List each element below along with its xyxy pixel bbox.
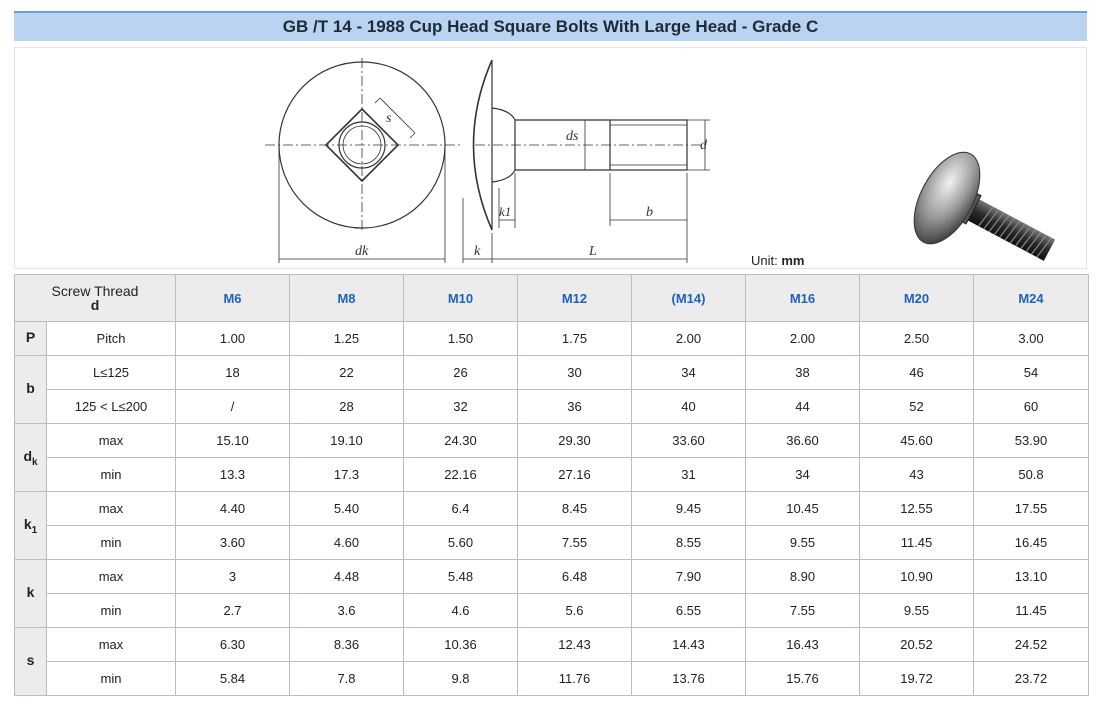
label-dk: dk (355, 244, 369, 259)
unit-value: mm (781, 253, 805, 268)
table-cell: 10.45 (746, 492, 860, 526)
table-cell: 28 (290, 390, 404, 424)
table-cell: 23.72 (974, 662, 1089, 696)
table-cell: 12.55 (860, 492, 974, 526)
table-cell: 9.8 (404, 662, 518, 696)
table-row (15, 628, 1089, 662)
table-cell: 2.00 (746, 322, 860, 356)
page-title: GB /T 14 - 1988 Cup Head Square Bolts With Large Head - Grade C (14, 11, 1087, 41)
table-cell: 6.55 (632, 594, 746, 628)
table-cell: 9.45 (632, 492, 746, 526)
label-L: L (589, 244, 597, 259)
table-cell: 16.45 (974, 526, 1089, 560)
specification-table (14, 274, 1089, 696)
row-symbol (15, 424, 47, 492)
table-cell: 19.72 (860, 662, 974, 696)
size-header: M10 (404, 275, 518, 322)
table-cell: 13.10 (974, 560, 1089, 594)
table-cell: 18 (176, 356, 290, 390)
row-label: max (47, 628, 176, 662)
table-cell: 11.45 (974, 594, 1089, 628)
table-row (15, 526, 1089, 560)
table-cell: 34 (746, 458, 860, 492)
table-cell: 33.60 (632, 424, 746, 458)
table-row (15, 492, 1089, 526)
table-cell: 6.4 (404, 492, 518, 526)
table-cell: 13.76 (632, 662, 746, 696)
table-cell: 5.84 (176, 662, 290, 696)
label-k1: k1 (499, 204, 512, 219)
front-view (265, 58, 460, 263)
table-cell: 54 (974, 356, 1089, 390)
row-symbol (15, 322, 47, 356)
table-cell: 40 (632, 390, 746, 424)
table-cell: 4.40 (176, 492, 290, 526)
label-s: s (386, 111, 392, 126)
row-symbol (15, 628, 47, 696)
row-label: max (47, 492, 176, 526)
table-cell: 14.43 (632, 628, 746, 662)
table-cell: 6.48 (518, 560, 632, 594)
table-body (15, 322, 1089, 696)
table-cell: 10.90 (860, 560, 974, 594)
table-cell: 60 (974, 390, 1089, 424)
table-cell: 15.76 (746, 662, 860, 696)
size-header: (M14) (632, 275, 746, 322)
table-cell: 5.6 (518, 594, 632, 628)
table-cell: 6.30 (176, 628, 290, 662)
table-cell: 17.3 (290, 458, 404, 492)
row-symbol-main: k (26, 583, 35, 600)
table-cell: 8.36 (290, 628, 404, 662)
table-row (15, 662, 1089, 696)
size-header: M20 (860, 275, 974, 322)
table-cell: 11.76 (518, 662, 632, 696)
size-header: M6 (176, 275, 290, 322)
table-cell: 36.60 (746, 424, 860, 458)
table-cell: 8.45 (518, 492, 632, 526)
table-cell: 7.90 (632, 560, 746, 594)
table-cell: 11.45 (860, 526, 974, 560)
table-cell: 31 (632, 458, 746, 492)
unit-label (751, 253, 804, 268)
header-symbol: d (90, 297, 100, 313)
table-cell: 26 (404, 356, 518, 390)
row-label: max (47, 560, 176, 594)
row-label: min (47, 458, 176, 492)
bolt-technical-drawing (15, 48, 1088, 270)
table-cell: 20.52 (860, 628, 974, 662)
size-header: M12 (518, 275, 632, 322)
label-k: k (474, 244, 481, 259)
table-cell: 1.75 (518, 322, 632, 356)
table-cell: 8.55 (632, 526, 746, 560)
table-cell: 45.60 (860, 424, 974, 458)
size-header: M24 (974, 275, 1089, 322)
table-cell: 7.55 (746, 594, 860, 628)
table-cell: 4.48 (290, 560, 404, 594)
technical-drawing-panel (14, 47, 1087, 269)
table-cell: 7.8 (290, 662, 404, 696)
table-cell: 3.60 (176, 526, 290, 560)
table-cell: 34 (632, 356, 746, 390)
table-cell: 3.00 (974, 322, 1089, 356)
table-row (15, 458, 1089, 492)
table-cell: 50.8 (974, 458, 1089, 492)
table-row (15, 560, 1089, 594)
table-cell: 29.30 (518, 424, 632, 458)
row-label: max (47, 424, 176, 458)
table-cell: 15.10 (176, 424, 290, 458)
row-symbol-main: P (25, 328, 36, 345)
row-symbol-main: d (23, 447, 32, 464)
table-cell: 10.36 (404, 628, 518, 662)
table-cell: 24.52 (974, 628, 1089, 662)
table-cell: 3.6 (290, 594, 404, 628)
table-cell: / (176, 390, 290, 424)
row-symbol-main: k (23, 515, 32, 532)
table-cell: 2.00 (632, 322, 746, 356)
header-screw-thread (15, 275, 176, 322)
row-label: min (47, 526, 176, 560)
table-cell: 9.55 (860, 594, 974, 628)
table-cell: 43 (860, 458, 974, 492)
table-cell: 3 (176, 560, 290, 594)
label-b: b (646, 205, 653, 220)
table-cell: 16.43 (746, 628, 860, 662)
table-row (15, 594, 1089, 628)
row-label: min (47, 594, 176, 628)
table-cell: 30 (518, 356, 632, 390)
row-label: 125 < L≤200 (47, 390, 176, 424)
table-cell: 24.30 (404, 424, 518, 458)
table-cell: 5.40 (290, 492, 404, 526)
table-cell: 44 (746, 390, 860, 424)
row-symbol-subscript: k (32, 456, 38, 468)
table-cell: 2.7 (176, 594, 290, 628)
table-cell: 22.16 (404, 458, 518, 492)
table-cell: 32 (404, 390, 518, 424)
row-symbol-subscript: 1 (31, 524, 38, 536)
table-cell: 8.90 (746, 560, 860, 594)
table-cell: 27.16 (518, 458, 632, 492)
table-row (15, 390, 1089, 424)
row-symbol (15, 356, 47, 424)
table-cell: 53.90 (974, 424, 1089, 458)
table-cell: 1.50 (404, 322, 518, 356)
row-symbol-main: s (26, 651, 35, 668)
row-label: Pitch (47, 322, 176, 356)
size-header: M16 (746, 275, 860, 322)
table-cell: 4.60 (290, 526, 404, 560)
table-cell: 9.55 (746, 526, 860, 560)
table-cell: 12.43 (518, 628, 632, 662)
table-cell: 46 (860, 356, 974, 390)
table-row (15, 322, 1089, 356)
label-d: d (700, 138, 707, 153)
bolt-photo-illustration (901, 142, 1057, 265)
row-label: L≤125 (47, 356, 176, 390)
table-row (15, 424, 1089, 458)
table-cell: 5.48 (404, 560, 518, 594)
table-cell: 19.10 (290, 424, 404, 458)
table-cell: 13.3 (176, 458, 290, 492)
header-label: Screw Thread (51, 283, 139, 299)
table-cell: 4.6 (404, 594, 518, 628)
table-cell: 52 (860, 390, 974, 424)
unit-label-text: Unit: (751, 253, 778, 268)
table-cell: 1.25 (290, 322, 404, 356)
label-ds: ds (566, 129, 579, 144)
table-cell: 22 (290, 356, 404, 390)
side-view (463, 60, 710, 263)
row-symbol (15, 492, 47, 560)
table-cell: 36 (518, 390, 632, 424)
row-label: min (47, 662, 176, 696)
table-cell: 5.60 (404, 526, 518, 560)
table-cell: 38 (746, 356, 860, 390)
table-cell: 1.00 (176, 322, 290, 356)
table-cell: 2.50 (860, 322, 974, 356)
row-symbol-main: b (26, 379, 35, 396)
table-cell: 7.55 (518, 526, 632, 560)
table-row (15, 356, 1089, 390)
table-cell: 17.55 (974, 492, 1089, 526)
row-symbol (15, 560, 47, 628)
size-header: M8 (290, 275, 404, 322)
header-row (15, 275, 1089, 322)
